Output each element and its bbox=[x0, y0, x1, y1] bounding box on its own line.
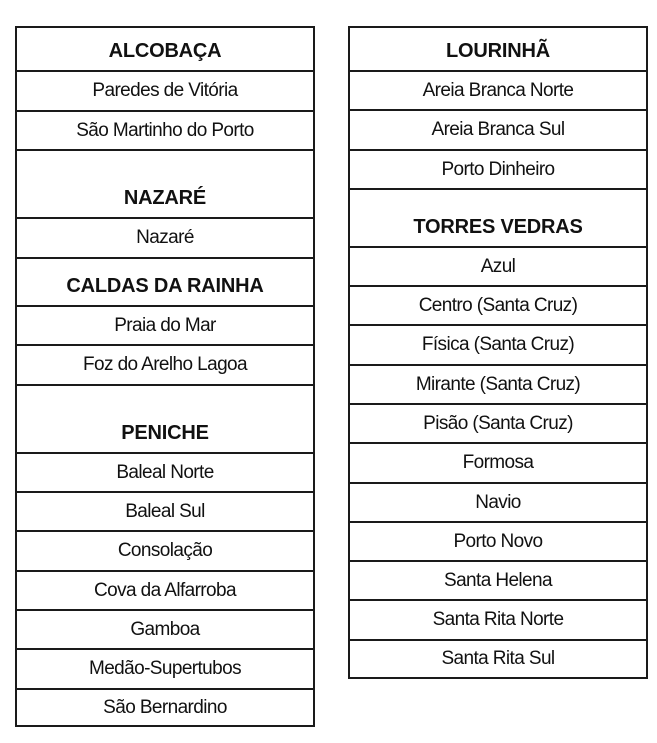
section-header-lourinha: LOURINHÃ bbox=[350, 28, 646, 72]
beach-item: Consolação bbox=[17, 532, 313, 572]
beach-item: Mirante (Santa Cruz) bbox=[350, 366, 646, 405]
beach-item: Baleal Norte bbox=[17, 454, 313, 493]
beach-item: Areia Branca Norte bbox=[350, 72, 646, 111]
beach-item: Centro (Santa Cruz) bbox=[350, 287, 646, 326]
right-beach-table bbox=[348, 26, 648, 679]
section-header-nazare: NAZARÉ bbox=[17, 151, 313, 219]
beach-item: Areia Branca Sul bbox=[350, 111, 646, 151]
beach-item: Formosa bbox=[350, 444, 646, 484]
beach-item: Praia do Mar bbox=[17, 307, 313, 346]
section-header-caldas-da-rainha: CALDAS DA RAINHA bbox=[17, 259, 313, 307]
beach-item: Gamboa bbox=[17, 611, 313, 650]
section-header-peniche: PENICHE bbox=[17, 386, 313, 454]
beach-item: Pisão (Santa Cruz) bbox=[350, 405, 646, 444]
beach-item: Física (Santa Cruz) bbox=[350, 326, 646, 366]
beach-item: Porto Dinheiro bbox=[350, 151, 646, 190]
section-header-alcobaca: ALCOBAÇA bbox=[17, 28, 313, 72]
beach-item: São Bernardino bbox=[103, 696, 227, 718]
left-beach-table bbox=[15, 26, 315, 727]
beach-item: Navio bbox=[350, 484, 646, 523]
beach-item: Paredes de Vitória bbox=[17, 72, 313, 112]
beach-item: Medão-Supertubos bbox=[17, 650, 313, 690]
beach-item: Foz do Arelho Lagoa bbox=[17, 346, 313, 386]
beach-item: Santa Rita Sul bbox=[441, 648, 555, 669]
beach-item: Santa Rita Norte bbox=[350, 601, 646, 641]
beach-item: São Martinho do Porto bbox=[17, 112, 313, 151]
beach-item: Porto Novo bbox=[350, 523, 646, 562]
beach-item: Azul bbox=[350, 248, 646, 287]
section-header-torres-vedras: TORRES VEDRAS bbox=[350, 190, 646, 248]
beach-item: Nazaré bbox=[17, 219, 313, 259]
beach-item: Baleal Sul bbox=[17, 493, 313, 532]
beach-item: Santa Helena bbox=[350, 562, 646, 601]
beach-item: Cova da Alfarroba bbox=[17, 572, 313, 611]
